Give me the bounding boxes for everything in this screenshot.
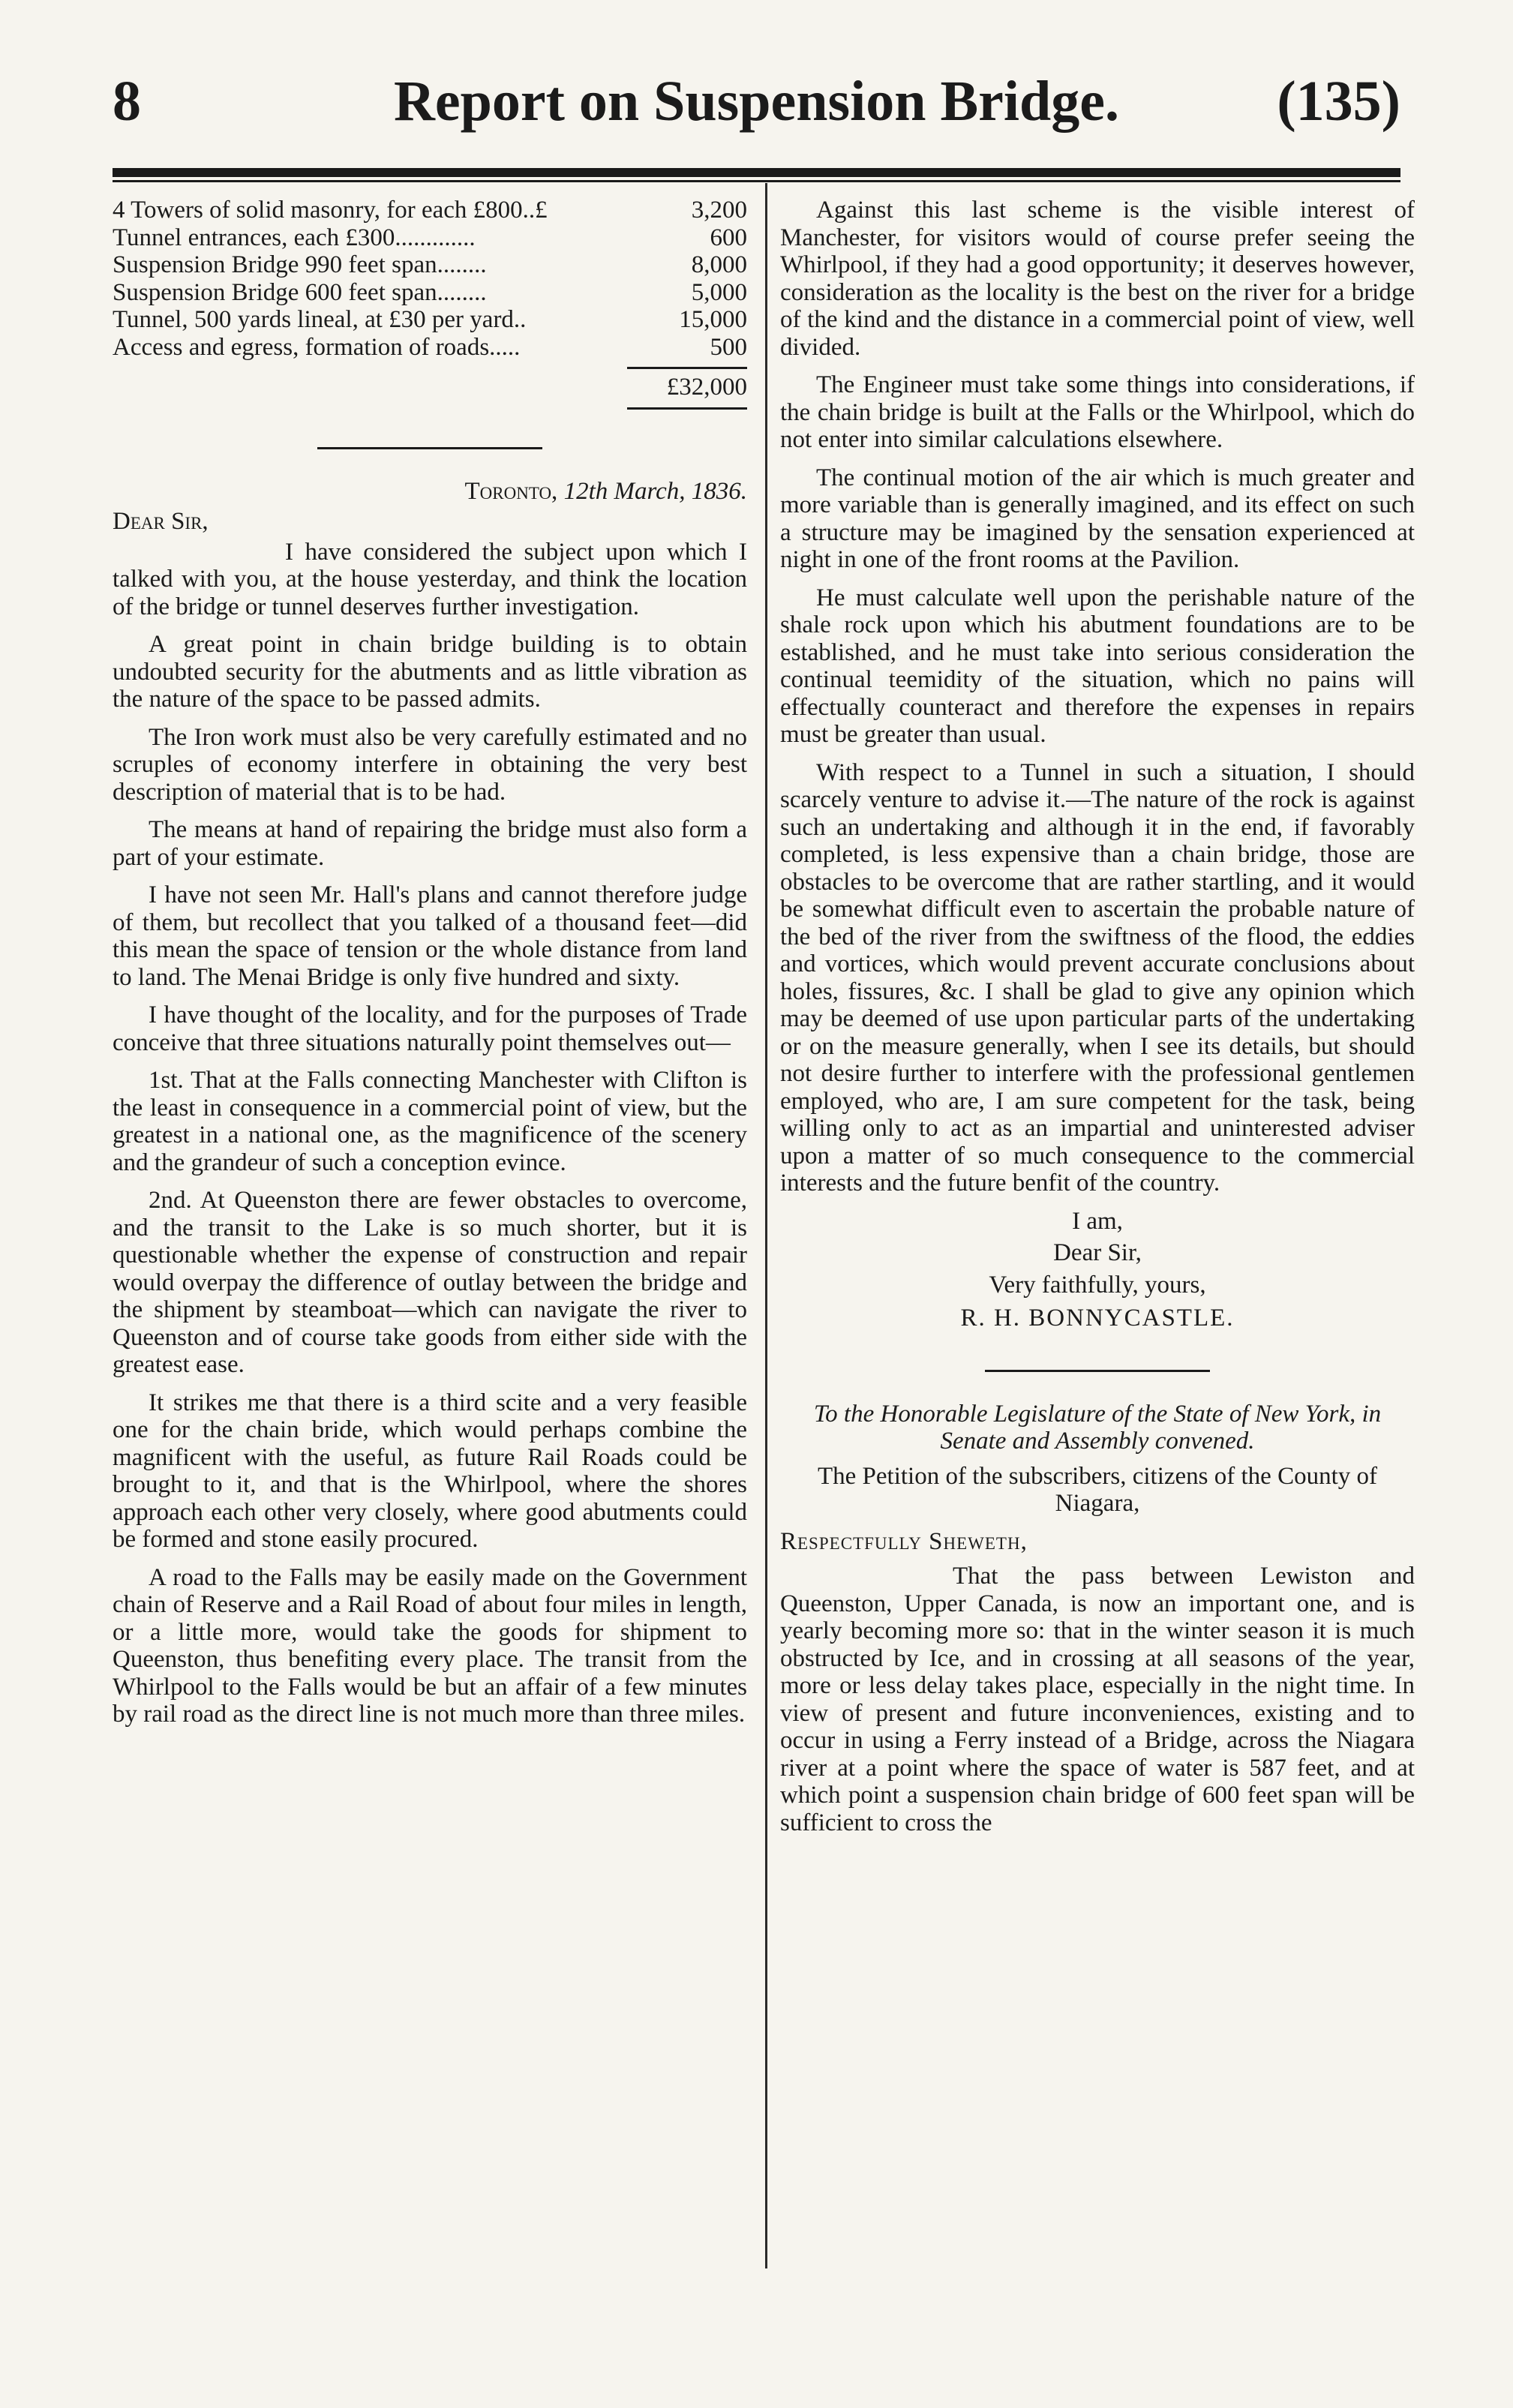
cost-row: 4 Towers of solid masonry, for each £800..£ 3,200 [113, 197, 747, 224]
letter-paragraph: I have considered the subject upon which I talked with you, at the house yesterday, and think the location of the bridge or tunnel deserves further investigation. [113, 538, 747, 620]
petition-sheweth: Respectfully Sheweth, [780, 1527, 1028, 1555]
letter-paragraph: I have not seen Mr. Hall's plans and cannot therefore judge of them, but recollect that you talked of a thousand feet—did this mean the space of tension or the whole distance from land to land. The Menai Bridge is only five hundred and sixty. [113, 881, 747, 991]
letter-paragraph: The means at hand of repairing the bridge must also form a part of your estimate. [113, 816, 747, 871]
letter-salutation: Dear Sir, [113, 508, 209, 535]
cost-row: Suspension Bridge 990 feet span........ 8,000 [113, 251, 747, 278]
page-title: Report on Suspension Bridge. [393, 70, 1120, 133]
letter-paragraph: With respect to a Tunnel in such a situation, I should scarcely venture to advise it.—The nature of the rock is against such an undertaking and although it in the end, if favorably completed, is less expensive than a chain bridge, those are obstacles to be overcome that are rather startling, and it would be somewhat difficult even to ascertain the probable nature of the bed of the river from the swiftness of the flood, the eddies and vortices, which would prevent accurate conclusions about holes, fissures, &c. I shall be glad to give any opinion which may be deemed of use upon particular parts of the undertaking or on the measure generally, when I see its details, but should not desire further to interfere with the professional gentlemen employed, who are, I am sure competent for the task, being willing only to act as an impartial and uninterested adviser upon a matter of so much consequence to the commercial interests and the future benfit of the country. [780, 758, 1415, 1196]
column-divider [765, 183, 767, 2268]
cost-row: Tunnel, 500 yards lineal, at £30 per yard.. 15,000 [113, 306, 747, 333]
letter-paragraph: 2nd. At Queenston there are fewer obstacles to overcome, and the transit to the Lake is so much shorter, but it is questionable whether the expense of construction and repair would overpay the difference of outlay between the bridge and the shipment by steamboat—which can navigate the river to Queenston and of course take goods from either side with the greatest ease. [113, 1187, 747, 1378]
letter-paragraph: Against this last scheme is the visible interest of Manchester, for visitors would of course prefer seeing the Whirlpool, if they had a good opportunity; it deserves however, consideration as the locality is the best on the river for a bridge of the kind and the distance in a commercial point of view, well divided. [780, 197, 1415, 361]
cost-row: Tunnel entrances, each £300............. 600 [113, 224, 747, 251]
total-rule-under [627, 407, 747, 410]
total-rule [627, 367, 747, 369]
letter-paragraph: The continual motion of the air which is much greater and more variable than is generally imagined, and its effect on such a structure may be imagined by the sensation experienced at night in one of the front rooms at the Pavilion. [780, 464, 1415, 573]
section-separator [985, 1370, 1210, 1372]
petition-title: To the Honorable Legislature of the State of New York, in Senate and Assembly convened. [813, 1400, 1382, 1455]
letter-paragraph: The Iron work must also be very carefully estimated and no scruples of economy interfere in obtaining the very best description of material that is to be had. [113, 723, 747, 806]
letter-paragraph: A road to the Falls may be easily made on the Government chain of Reserve and a Rail Road of about four miles in length, or a little more, would take the goods for shipment to Queenston, thus benefiting every place. The transit from the Whirlpool to the Falls would be but an affair of a few minutes by rail road as the direct line is not much more than three miles. [113, 1563, 747, 1728]
left-column [113, 197, 747, 1739]
letter-paragraph: The Engineer must take some things into considerations, if the chain bridge is built at the Falls or the Whirlpool, which do not enter into similar calculations elsewhere. [780, 371, 1415, 453]
petition-intro: The Petition of the subscribers, citizens of the County of Niagara, [817, 1462, 1377, 1517]
letter-closing [780, 1208, 1415, 1299]
closing-line: Dear Sir, [1053, 1239, 1142, 1266]
header-rule-thick [113, 168, 1400, 177]
letter-paragraph: It strikes me that there is a third scite and a very feasible one for the chain bride, which would perhaps combine the magnificent with the useful, as future Rail Roads could be brought to it, and that is the Whirlpool, where the shores approach each other very closely, where good abutments could be formed and stone easily procured. [113, 1389, 747, 1553]
petition-body: That the pass between Lewiston and Queenston, Upper Canada, is now an important one, and is yearly becoming more so: that in the winter season it is much obstructed by Ice, and in crossing at all seasons of the year, more or less delay takes place, especially in the night time. In view of present and future inconveniences, existing and to occur in using a Ferry instead of a Bridge, across the Niagara river at a point where the space of water is 587 feet, and at which point a suspension chain bridge of 600 feet span will be sufficient to cross the [780, 1563, 1415, 1836]
total-amount: £32,000 [666, 374, 747, 401]
cost-estimate-table [113, 197, 747, 410]
cost-row: Suspension Bridge 600 feet span........ 5,000 [113, 278, 747, 306]
page-reference: (135) [1277, 70, 1400, 133]
right-column [780, 197, 1415, 1847]
letter-paragraph: 1st. That at the Falls connecting Manchester with Clifton is the least in consequence in a commercial point of view, but the greatest in a national one, as the magnificence of the scenery and the grandeur of such a conception evince. [113, 1067, 747, 1176]
cost-row: Access and egress, formation of roads..... 500 [113, 333, 747, 361]
closing-line: Very faithfully, yours, [989, 1271, 1206, 1299]
letter-paragraph: He must calculate well upon the perishable nature of the shale rock upon which his abutment foundations are to be established, and he must take into serious consideration the continual teemidity of the situation, which no pains will effectually counteract and therefore the expenses in repairs must be greater than usual. [780, 584, 1415, 748]
header-rule-thin [113, 180, 1400, 182]
closing-line: I am, [1072, 1207, 1123, 1235]
letter-signature: R. H. BONNYCASTLE. [960, 1305, 1235, 1332]
section-separator [317, 447, 542, 449]
cost-total [627, 367, 747, 410]
letter-paragraph: A great point in chain bridge building is to obtain undoubted security for the abutments and as little vibration as the nature of the space to be passed admits. [113, 631, 747, 713]
letter-dateline: Toronto, 12th March, 1836. [464, 477, 747, 505]
page-header [113, 69, 1400, 152]
letter-paragraph: I have thought of the locality, and for the purposes of Trade conceive that three situations naturally point themselves out— [113, 1001, 747, 1056]
page-number: 8 [113, 70, 141, 133]
